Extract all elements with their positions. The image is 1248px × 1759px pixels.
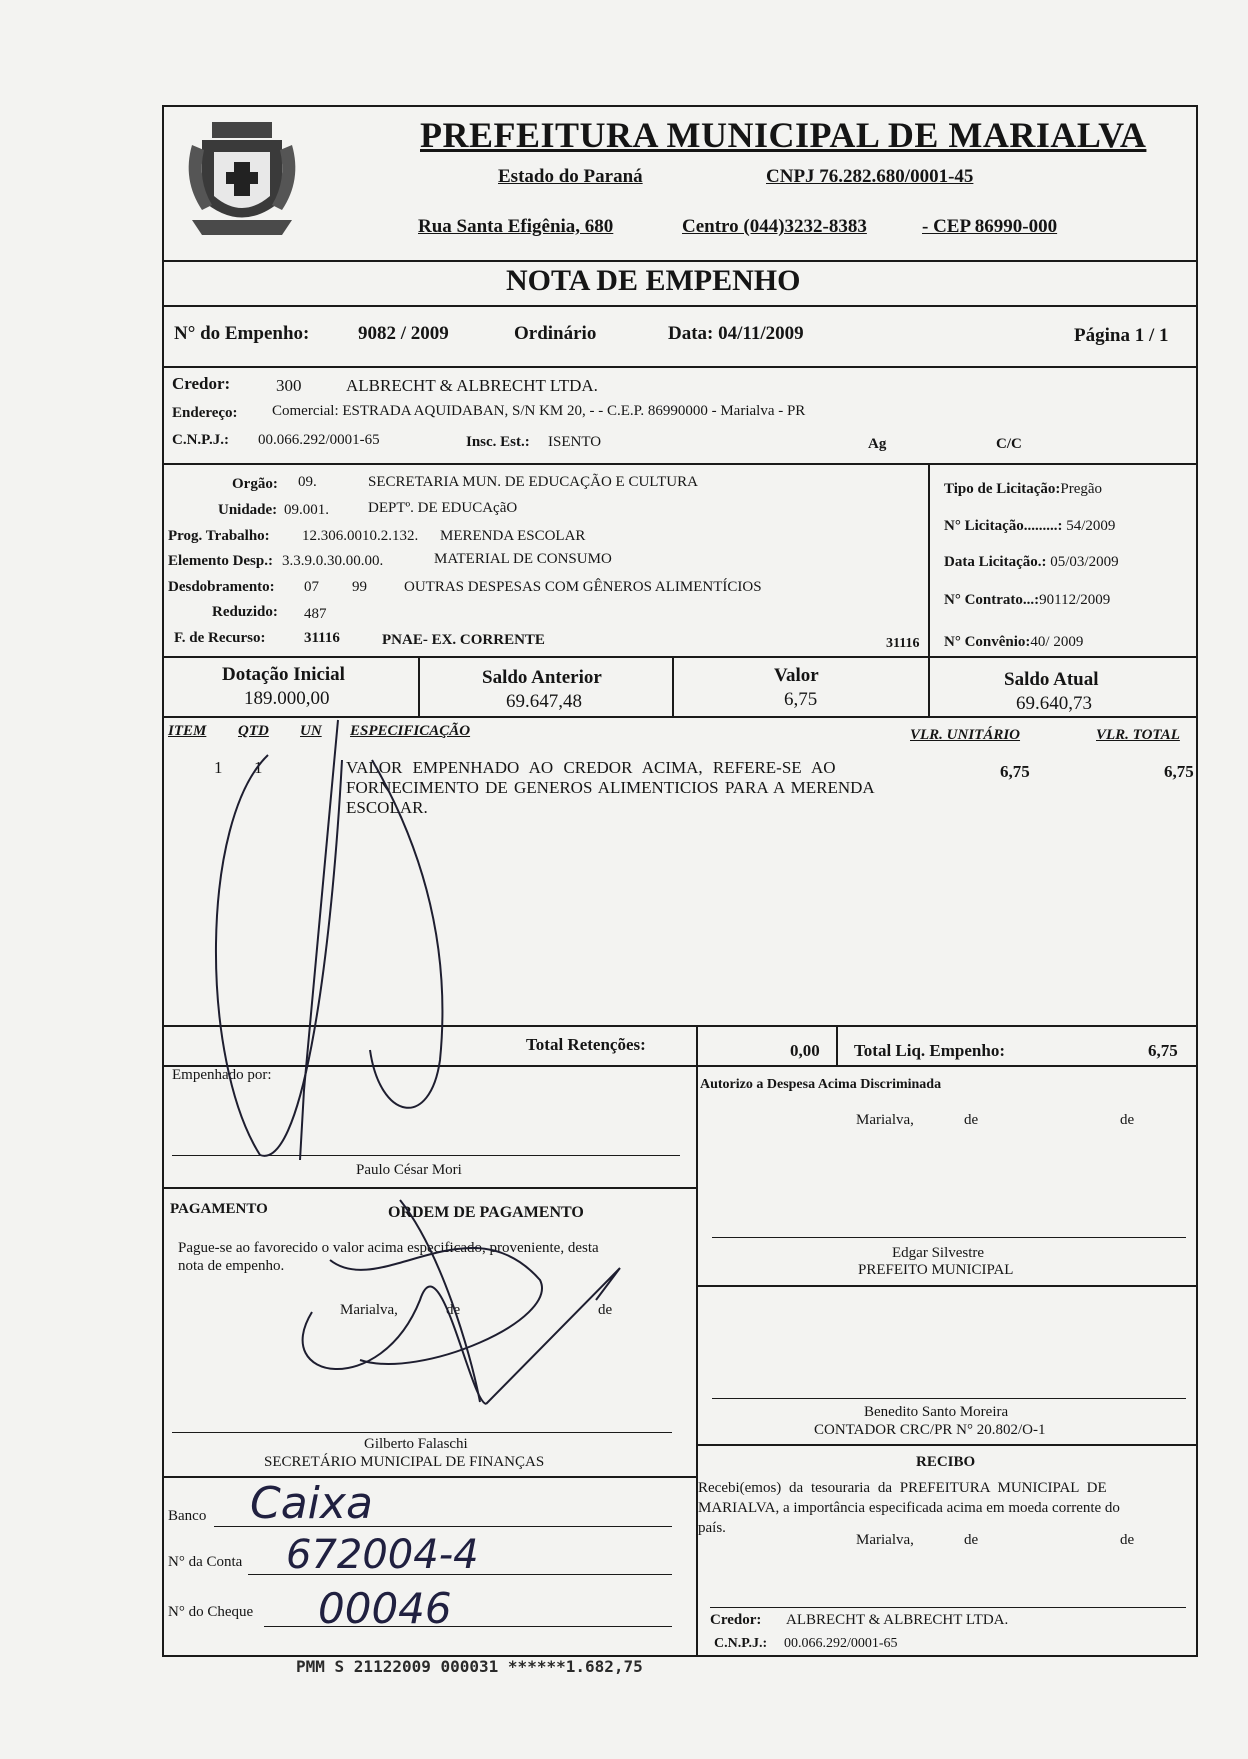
item-number: 1	[214, 758, 223, 777]
dotacao-value: 189.000,00	[244, 688, 330, 709]
elemento-code: 3.3.9.0.30.00.00.	[282, 553, 384, 569]
prefeito-role: PREFEITO MUNICIPAL	[858, 1262, 1014, 1278]
payment-stamp: PMM S 21122009 000031 ******1.682,75	[296, 1657, 643, 1676]
recibo-credor-label: Credor:	[710, 1612, 762, 1628]
item-total-value: 6,75	[1164, 762, 1194, 781]
total-liq-value: 6,75	[1148, 1041, 1178, 1060]
saldo-atual-value: 69.640,73	[1016, 693, 1092, 714]
prog-code: 12.306.0010.2.132.	[302, 528, 419, 544]
ordem-pagamento-label: ORDEM DE PAGAMENTO	[388, 1204, 584, 1221]
credor-label: Credor:	[172, 374, 231, 393]
desdobramento-code2: 99	[352, 579, 367, 595]
pagamento-text-line2: nota de empenho.	[178, 1258, 285, 1274]
saldo-anterior-value: 69.647,48	[506, 691, 582, 712]
recibo-de2: de	[1120, 1532, 1135, 1548]
city-title: PREFEITURA MUNICIPAL DE MARIALVA	[420, 115, 1147, 155]
unit-col-header: VLR. UNITÁRIO	[910, 727, 1021, 743]
credor-name: ALBRECHT & ALBRECHT LTDA.	[346, 376, 598, 395]
empenhado-signer: Paulo César Mori	[356, 1162, 462, 1178]
credor-code: 300	[276, 376, 302, 395]
tipo-licitacao-label-text: Tipo de Licitação:	[944, 481, 1061, 497]
saldo-anterior-label: Saldo Anterior	[482, 667, 602, 688]
data-licitacao-value: 05/03/2009	[1050, 554, 1119, 570]
total-col-header: VLR. TOTAL	[1096, 727, 1180, 743]
contrato-value: 90112/2009	[1039, 592, 1111, 608]
secretario-role: SECRETÁRIO MUNICIPAL DE FINANÇAS	[264, 1454, 545, 1470]
licitacao-num-value: 54/2009	[1066, 518, 1116, 534]
recibo-title: RECIBO	[916, 1454, 976, 1470]
licitacao-num-label: N° Licitação.........:	[944, 518, 1063, 534]
reduzido-label: Reduzido:	[212, 604, 278, 620]
spec-col-header: ESPECIFICAÇÃO	[350, 723, 471, 739]
recurso-name: PNAE- EX. CORRENTE	[382, 632, 545, 648]
recibo-text-line1: Recebi(emos) da tesouraria da PREFEITURA MUNICIPAL DE	[698, 1480, 1107, 1496]
tipo-licitacao-value: Pregão	[1060, 481, 1103, 497]
desdobramento-code1: 07	[304, 579, 319, 595]
orgao-code: 09.	[298, 474, 317, 490]
autorizo-label: Autorizo a Despesa Acima Discriminada	[700, 1077, 942, 1092]
pagamento-label: PAGAMENTO	[170, 1201, 268, 1217]
item-spec-line2: FORNECIMENTO DE GENEROS ALIMENTICIOS PARA A MERENDA	[346, 778, 875, 797]
empenho-type: Ordinário	[514, 323, 597, 344]
empenho-number: 9082 / 2009	[358, 323, 449, 344]
street-address: Rua Santa Efigênia, 680	[418, 216, 614, 237]
conta-value: 672004-4	[286, 1532, 479, 1578]
recibo-text-line2: MARIALVA, a importância especificada acima em moeda corrente do	[698, 1500, 1120, 1516]
reduzido-code: 487	[304, 606, 327, 622]
dotacao-label: Dotação Inicial	[222, 664, 345, 685]
banco-value: Caixa	[250, 1478, 373, 1529]
total-liq-label: Total Liq. Empenho:	[854, 1041, 1005, 1060]
credor-cnpj: 00.066.292/0001-65	[258, 432, 380, 448]
pagamento-de2: de	[598, 1302, 613, 1318]
prog-name: MERENDA ESCOLAR	[440, 528, 586, 544]
valor-label: Valor	[774, 665, 819, 686]
item-spec-line1: VALOR EMPENHADO AO CREDOR ACIMA, REFERE-SE AO	[346, 758, 836, 777]
cnpj-header: CNPJ 76.282.680/0001-45	[766, 166, 974, 187]
recibo-cnpj-value: 00.066.292/0001-65	[784, 1636, 898, 1651]
pagamento-de1: de	[446, 1302, 461, 1318]
item-spec-line3: ESCOLAR.	[346, 798, 428, 817]
retencoes-value: 0,00	[790, 1041, 820, 1060]
item-qty: 1	[254, 758, 263, 777]
recurso-label: F. de Recurso:	[174, 630, 266, 646]
recurso-code: 31116	[304, 630, 340, 646]
elemento-label: Elemento Desp.:	[168, 553, 273, 569]
autorizo-city: Marialva,	[856, 1112, 914, 1128]
prog-label: Prog. Trabalho:	[168, 528, 270, 544]
convenio-value: 40/ 2009	[1030, 634, 1084, 650]
ag-label: Ag	[868, 436, 887, 452]
cep-header: - CEP 86990-000	[922, 216, 1058, 237]
saldo-atual-label: Saldo Atual	[1004, 669, 1099, 690]
page-number: Página 1 / 1	[1074, 325, 1169, 346]
orgao-name: SECRETARIA MUN. DE EDUCAÇÃO E CULTURA	[368, 474, 698, 490]
contador-name: Benedito Santo Moreira	[864, 1404, 1009, 1420]
insc-label: Insc. Est.:	[466, 434, 530, 450]
data-licitacao-label: Data Licitação.:	[944, 554, 1047, 570]
empenhado-label: Empenhado por:	[172, 1067, 272, 1083]
convenio-label: N° Convênio:	[944, 634, 1031, 650]
state-label: Estado do Paraná	[498, 166, 643, 187]
empenho-label: N° do Empenho:	[174, 323, 310, 344]
orgao-label: Orgão:	[232, 476, 278, 492]
item-unit-value: 6,75	[1000, 762, 1030, 781]
recurso-code-right: 31116	[886, 636, 920, 651]
recibo-city: Marialva,	[856, 1532, 914, 1548]
secretario-name: Gilberto Falaschi	[364, 1436, 468, 1452]
contrato-label: N° Contrato...:	[944, 592, 1040, 608]
empenho-date: Data: 04/11/2009	[668, 323, 804, 344]
cheque-label: N° do Cheque	[168, 1604, 254, 1620]
cnpj-label: C.N.P.J.:	[172, 432, 229, 448]
un-col-header: UN	[300, 723, 322, 739]
unidade-label: Unidade:	[218, 502, 278, 518]
autorizo-de2: de	[1120, 1112, 1135, 1128]
recibo-de1: de	[964, 1532, 979, 1548]
recibo-text-line3: país.	[698, 1520, 726, 1536]
unidade-name: DEPTº. DE EDUCAçãO	[368, 500, 518, 516]
recibo-credor-name: ALBRECHT & ALBRECHT LTDA.	[786, 1612, 1009, 1628]
retencoes-label: Total Retenções:	[526, 1035, 646, 1054]
document-title: NOTA DE EMPENHO	[506, 264, 801, 297]
autorizo-de1: de	[964, 1112, 979, 1128]
banco-label: Banco	[168, 1508, 207, 1524]
cheque-value: 00046	[318, 1584, 452, 1633]
pagamento-city: Marialva,	[340, 1302, 398, 1318]
conta-label: N° da Conta	[168, 1554, 243, 1570]
contador-role: CONTADOR CRC/PR N° 20.802/O-1	[814, 1422, 1046, 1438]
pagamento-text-line1: Pague-se ao favorecido o valor acima especificado, proveniente, desta	[178, 1240, 599, 1256]
valor-value: 6,75	[784, 689, 818, 710]
insc-value: ISENTO	[548, 434, 602, 450]
prefeito-name: Edgar Silvestre	[892, 1245, 985, 1261]
desdobramento-name: OUTRAS DESPESAS COM GÊNEROS ALIMENTÍCIOS	[404, 579, 762, 595]
qtd-col-header: QTD	[238, 723, 269, 739]
address-label: Endereço:	[172, 405, 238, 421]
elemento-name: MATERIAL DE CONSUMO	[434, 551, 612, 567]
desdobramento-label: Desdobramento:	[168, 579, 275, 595]
credor-address: Comercial: ESTRADA AQUIDABAN, S/N KM 20, - - C.E.P. 86990000 - Marialva - PR	[272, 403, 806, 419]
district-phone: Centro (044)3232-8383	[682, 216, 867, 237]
unidade-code: 09.001.	[284, 502, 329, 518]
recibo-cnpj-label: C.N.P.J.:	[714, 1636, 768, 1651]
item-col-header: ITEM	[168, 723, 207, 739]
cc-label: C/C	[996, 436, 1022, 452]
